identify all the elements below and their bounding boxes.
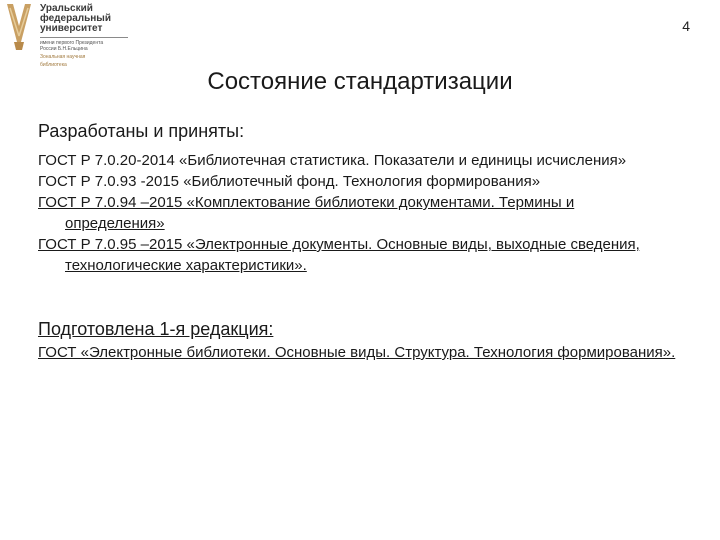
gost-item: ГОСТ Р 7.0.94 –2015 «Комплектование библиотеки документами. Термины и определения» <box>38 194 575 232</box>
section-adopted-heading: Разработаны и приняты: <box>38 121 245 141</box>
logo-sub-4: библиотека <box>40 62 67 68</box>
gost-item: ГОСТ «Электронные библиотеки. Основные виды. Структура. Технология формирования». <box>38 344 676 361</box>
university-logo <box>4 2 134 68</box>
gost-item: ГОСТ Р 7.0.20-2014 «Библиотечная статистика. Показатели и единицы исчисления» <box>38 152 627 169</box>
section-draft-heading: Подготовлена 1-я редакция: <box>38 319 274 339</box>
logo-sub-1: имени первого Президента <box>40 40 104 46</box>
slide-content <box>38 118 678 363</box>
gost-item: ГОСТ Р 7.0.95 –2015 «Электронные документы. Основные виды, выходные сведения, технологические характеристики». <box>38 236 640 274</box>
ural-university-emblem-icon <box>4 2 34 52</box>
logo-sub-2: России Б.Н.Ельцина <box>40 46 88 52</box>
logo-line-3: университет <box>40 23 103 34</box>
logo-divider <box>40 37 128 38</box>
logo-sub-3: Зональная научная <box>40 54 86 60</box>
logo-line-1: Уральский <box>40 3 93 14</box>
logo-line-2: федеральный <box>40 13 111 24</box>
page-number: 4 <box>682 18 690 34</box>
page-title: Состояние стандартизации <box>207 68 513 95</box>
gost-item: ГОСТ Р 7.0.93 -2015 «Библиотечный фонд. Технология формирования» <box>38 173 541 190</box>
